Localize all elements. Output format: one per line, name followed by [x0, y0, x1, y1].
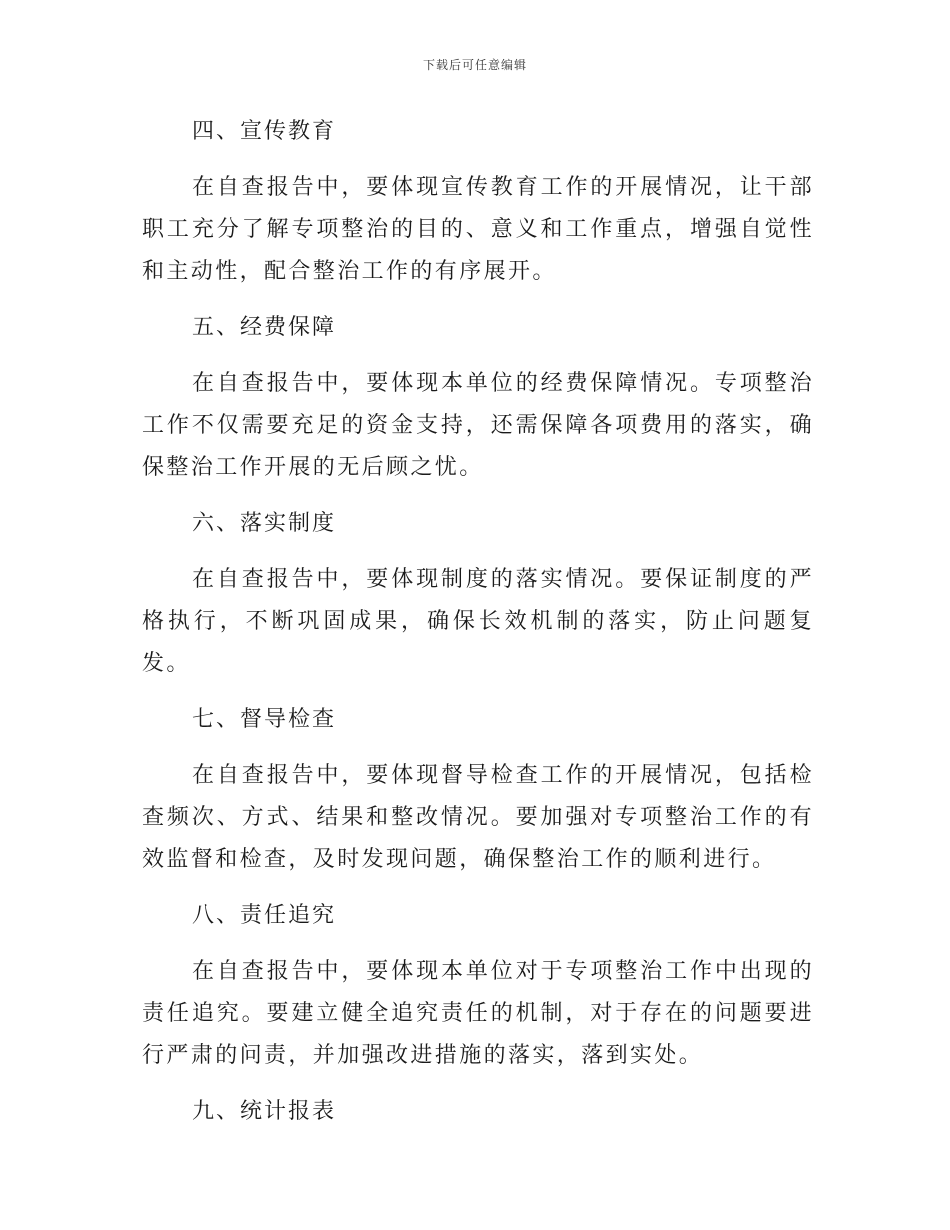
section-heading-system: 六、落实制度	[192, 511, 337, 536]
section-body-supervision: 在自查报告中，要体现督导检查工作的开展情况，包括检查频次、方式、结果和整改情况。要加强对专项整治工作的有效监督和检查，及时发现问题，确保整治工作的顺利进行。	[142, 763, 814, 872]
section-heading-publicity: 四、宣传教育	[192, 119, 337, 144]
section-body-system: 在自查报告中，要体现制度的落实情况。要保证制度的严格执行，不断巩固成果，确保长效机制的落实，防止问题复发。	[142, 567, 814, 676]
document-body	[142, 112, 814, 1147]
section-heading-statistics: 九、统计报表	[192, 1099, 337, 1124]
page-header: 下载后可任意编辑	[422, 58, 527, 72]
section-body-accountability: 在自查报告中，要体现本单位对于专项整治工作中出现的责任追究。要建立健全追究责任的机制，对于存在的问题要进行严肃的问责，并加强改进措施的落实，落到实处。	[142, 959, 814, 1068]
section-heading-funding: 五、经费保障	[192, 315, 337, 340]
section-body-publicity: 在自查报告中，要体现宣传教育工作的开展情况，让干部职工充分了解专项整治的目的、意义和工作重点，增强自觉性和主动性，配合整治工作的有序展开。	[142, 175, 814, 284]
section-heading-supervision: 七、督导检查	[192, 707, 337, 732]
section-heading-accountability: 八、责任追究	[192, 903, 337, 928]
section-body-funding: 在自查报告中，要体现本单位的经费保障情况。专项整治工作不仅需要充足的资金支持，还需保障各项费用的落实，确保整治工作开展的无后顾之忧。	[142, 371, 814, 480]
